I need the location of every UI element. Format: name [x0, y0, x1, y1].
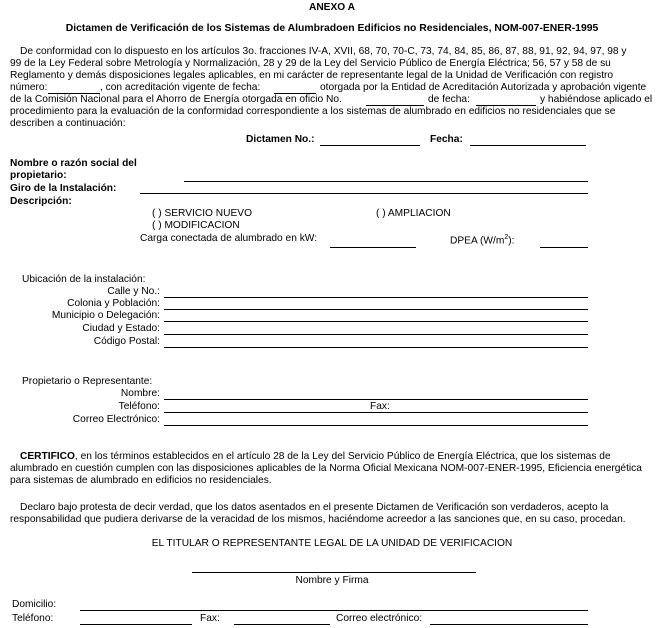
dictamen-fecha-label: Fecha:	[430, 134, 463, 145]
colonia-label: Colonia y Población:	[67, 298, 160, 309]
calle-field[interactable]	[164, 297, 588, 298]
certifico-line-2: alumbrado en cuestión cumplen con las disposiciones aplicables de la Norma Oficial Mexicana NOM-007-ENER-1995, Eficiencia energética	[10, 463, 642, 474]
dictamen-no-label: Dictamen No.:	[246, 134, 315, 145]
carga-field[interactable]	[330, 247, 416, 248]
municipio-field[interactable]	[164, 321, 588, 322]
titular-heading: EL TITULAR O REPRESENTANTE LEGAL DE LA UNIDAD DE VERIFICACION	[151, 538, 513, 549]
colonia-field[interactable]	[164, 309, 588, 310]
footer-fax-label: Fax:	[200, 613, 220, 624]
domicilio-label: Domicilio:	[12, 599, 57, 610]
nombre-label-2: propietario:	[10, 170, 67, 181]
declaro-line-1: Declaro bajo protesta de decir verdad, que los datos asentados en el presente Dictamen de Verificación son verdaderos, acepto la	[20, 502, 609, 513]
intro-line-4a: número:	[10, 82, 48, 93]
propietario-title: Propietario o Representante:	[22, 376, 153, 387]
footer-telefono-field[interactable]	[80, 624, 192, 625]
footer-correo-label: Correo electrónico:	[336, 613, 423, 624]
annex-label: ANEXO A	[308, 2, 356, 13]
certifico-line-1: CERTIFICO, en los términos establecidos en el artículo 28 de la Ley del Servicio Público de Energía Eléctrica, que los sistemas de	[20, 451, 611, 462]
descripcion-label: Descripción:	[10, 196, 72, 207]
footer-fax-field[interactable]	[234, 624, 330, 625]
modificacion-checkbox[interactable]: ( ) MODIFICACION	[152, 220, 240, 231]
document-title: Dictamen de Verificación de los Sistemas de Alumbradoen Edificios no Residenciales, NOM-007-ENER-1995	[65, 23, 599, 34]
intro-line-5c: y habiéndose aplicado el	[540, 94, 653, 105]
nombre-label-1: Nombre o razón social del	[10, 158, 137, 169]
dpea-label: DPEA $(W/m^2)$:	[450, 234, 515, 247]
cp-label: Código Postal:	[93, 336, 160, 347]
intro-line-4c: otorgada por la Entidad de Acreditación Autorizada y aprobación vigente	[320, 82, 647, 93]
dpea-field[interactable]	[540, 247, 588, 248]
prop-nombre-field[interactable]	[164, 399, 588, 400]
ampliacion-checkbox[interactable]: ( ) AMPLIACION	[376, 208, 451, 219]
declaro-line-2: responsabilidad que pudiera derivarse de la veracidad de los mismos, haciéndome acreedor a las sanciones que, en su caso, procedan.	[10, 514, 626, 525]
intro-line-7: describen a continuación:	[10, 118, 126, 129]
nombre-field[interactable]	[184, 181, 588, 182]
nombre-firma-label: Nombre y Firma	[295, 575, 369, 586]
intro-line-5a: de la Comisión Nacional para el Ahorro de Energía otorgada en oficio No.	[10, 94, 342, 105]
carga-label: Carga conectada de alumbrado en kW:	[140, 233, 318, 244]
firma-field[interactable]	[192, 572, 476, 573]
intro-line-4b: , con acreditación vigente de fecha:	[100, 82, 261, 93]
cp-field[interactable]	[164, 347, 588, 348]
intro-line-2: 99 de la Ley Federal sobre Metrología y Normalización, 28 y 29 de la Ley del Servicio Público de Energía Eléctrica; 56, 57 y 58 de su	[10, 58, 611, 69]
prop-correo-label: Correo Electrónico:	[72, 414, 160, 425]
servicio-nuevo-checkbox[interactable]: ( ) SERVICIO NUEVO	[152, 208, 253, 219]
giro-label: Giro de la Instalación:	[10, 183, 117, 194]
calle-label: Calle y No.:	[107, 286, 160, 297]
ciudad-label: Ciudad y Estado:	[82, 323, 160, 334]
prop-nombre-label: Nombre:	[120, 388, 160, 399]
footer-telefono-label: Teléfono:	[12, 613, 54, 624]
dictamen-fecha-field[interactable]	[470, 145, 586, 146]
dictamen-no-field[interactable]	[320, 145, 420, 146]
intro-line-6: procedimiento para la evaluación de la conformidad correspondiente a los sistemas de alumbrado en edificios no residenciales que se	[10, 106, 616, 117]
intro-line-5b: de fecha:	[428, 94, 470, 105]
intro-line-1: De conformidad con lo dispuesto en los artículos 3o. fracciones IV-A, XVII, 68, 70, 70-C, 73, 74, 84, 85, 86, 87, 88, 91, 92, 94, 97, 98 y	[20, 46, 627, 57]
ciudad-field[interactable]	[164, 334, 588, 335]
prop-correo-field[interactable]	[164, 425, 588, 426]
municipio-label: Municipio o Delegación:	[51, 310, 160, 321]
intro-line-3: Reglamento y demás disposiciones legales aplicables, en mi carácter de representante legal de la Unidad de Verificación con registro	[10, 70, 614, 81]
footer-correo-field[interactable]	[430, 624, 588, 625]
giro-field[interactable]	[140, 193, 588, 194]
domicilio-field[interactable]	[80, 610, 588, 611]
certifico-line-3: para sistemas de alumbrado en edificios no residenciales.	[10, 475, 272, 486]
prop-fax-label: Fax:	[370, 401, 390, 412]
prop-telefono-label: Teléfono:	[118, 401, 160, 412]
ubicacion-title: Ubicación de la instalación:	[22, 274, 146, 285]
prop-telefono-field[interactable]	[164, 412, 588, 413]
